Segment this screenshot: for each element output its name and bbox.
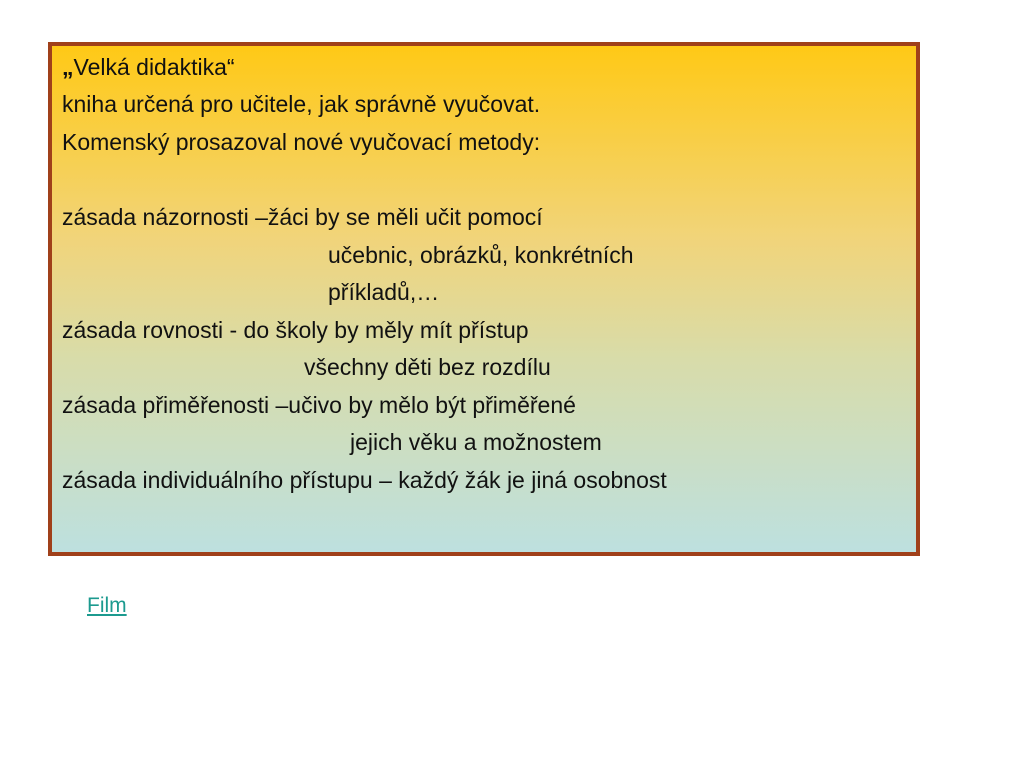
opening-quote: „ bbox=[62, 54, 74, 80]
text-line: kniha určená pro učitele, jak správně vyučovat. bbox=[62, 91, 541, 117]
text-line: jejich věku a možnostem bbox=[350, 429, 602, 455]
text-line: učebnic, obrázků, konkrétních bbox=[328, 242, 634, 268]
text-line: příkladů,… bbox=[328, 279, 440, 305]
film-link[interactable]: Film bbox=[87, 594, 127, 617]
text-line: zásada přiměřenosti –učivo by mělo být přiměřené bbox=[62, 392, 576, 418]
text-line: zásada názornosti –žáci by se měli učit pomocí bbox=[62, 204, 543, 230]
text-line: Komenský prosazoval nové vyučovací metody: bbox=[62, 129, 541, 155]
text-line: zásada individuálního přístupu – každý žák je jiná osobnost bbox=[62, 467, 667, 493]
text-line: zásada rovnosti - do školy by měly mít přístup bbox=[62, 317, 529, 343]
text-line: všechny děti bez rozdílu bbox=[304, 354, 551, 380]
content-textbox bbox=[48, 42, 920, 556]
title-line bbox=[62, 54, 235, 80]
book-title: Velká didaktika“ bbox=[73, 54, 235, 80]
